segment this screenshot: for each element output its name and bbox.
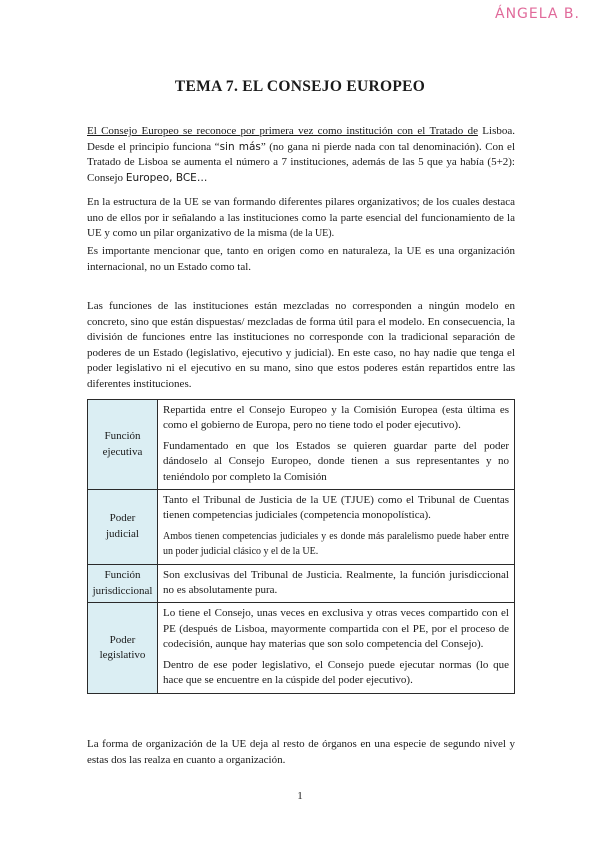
nature-paragraph: Es importante mencionar que, tanto en origen como en naturaleza, la UE es una organización internacional, no un Estado como tal. — [87, 245, 515, 273]
powers-table — [87, 399, 515, 694]
intro-text-a: Lisboa. Desde el principio funciona “ — [87, 125, 515, 153]
author-handwritten-name: ÁNGELA B. — [495, 6, 580, 22]
pillars-small-note: (de la UE). — [289, 228, 335, 240]
row-content-jurisdictional — [158, 564, 515, 603]
page-number: 1 — [297, 790, 303, 802]
table-row — [88, 400, 515, 490]
cell-paragraph: Tanto el Tribunal de Justicia de la UE (TJUE) como el Tribunal de Cuentas tienen competencias judiciales (competencia monopolística). — [163, 494, 509, 522]
table-row — [88, 564, 515, 603]
functions-paragraph: Las funciones de las instituciones están mezcladas no corresponden a ningún modelo en concreto, sino que están dispuestas/ mezcladas de forma útil para el modelo. En consecuencia, la división de funciones entre las instituciones no corresponde con la tradicional separación de poderes de un Estado (legislativo, ejecutivo y judicial). En este caso, no hay nadie que tenga el poder legislativo ni el ejecutivo en su mano, sino que estos poderes están repartidos entre las diferentes instituciones. — [87, 300, 515, 390]
closing-paragraph: La forma de organización de la UE deja al resto de órganos en una especie de segundo nivel y estas dos las realza en cuanto a organización. — [87, 738, 515, 766]
page-title: TEMA 7. EL CONSEJO EUROPEO — [174, 78, 426, 95]
intro-paragraph — [87, 124, 515, 186]
row-label-legislative: Poder legislativo — [88, 603, 158, 693]
row-content-legislative — [158, 603, 515, 693]
cell-paragraph: Fundamentado en que los Estados se quieren guardar parte del poder dándoselo al Consejo Europeo, donde tienen a sus representantes y no teniéndolo por completo la Comisión — [163, 439, 509, 483]
row-content-executive — [158, 400, 515, 490]
cell-paragraph: Repartida entre el Consejo Europeo y la Comisión Europea (esta última es como el gobierno de Europa, pero no tiene todo el poder ejecutivo). — [163, 404, 509, 432]
intro-handwritten-tail: Europeo, BCE… — [125, 171, 208, 184]
row-label-jurisdictional: Función jurisdiccional — [88, 564, 158, 603]
intro-text-b: ” (no gana ni pierde nada con tal denominación). Con el Tratado de Lisboa se aumenta el número a 7 instituciones, además de las 5 que ya había (5+2): Consejo — [87, 140, 516, 184]
cell-paragraph: Son exclusivas del Tribunal de Justicia. Realmente, la función jurisdiccional no es absolutamente pura. — [163, 568, 509, 597]
cell-paragraph: Ambos tienen competencias judiciales y es donde más paralelismo puede haber entre un poder judicial clásico y el de la UE. — [163, 530, 509, 558]
intro-underlined-text: El Consejo Europeo se reconoce por primera vez como institución con el Tratado de — [87, 125, 478, 137]
cell-paragraph: Dentro de ese poder legislativo, el Consejo puede ejecutar normas (lo que hace que se encuentre en la cúspide del poder ejecutivo). — [163, 658, 509, 687]
row-content-judicial — [158, 490, 515, 565]
pillars-paragraph — [87, 195, 515, 242]
cell-paragraph: Lo tiene el Consejo, unas veces en exclusiva y otras veces compartido con el PE (después de Lisboa, mayormente compartida con el PE, por el proceso de codecisión, aunque hay materias que son solo competencia del Consejo). — [163, 607, 509, 651]
row-label-executive: Función ejecutiva — [88, 400, 158, 490]
table-row — [88, 603, 515, 693]
table-row — [88, 490, 515, 565]
row-label-judicial: Poder judicial — [88, 490, 158, 565]
intro-sin-mas: sin más — [219, 140, 261, 153]
pillars-text: En la estructura de la UE se van formando diferentes pilares organizativos; de los cuales destaca uno de ellos por ir señalando a las instituciones como la parte esencial del funcionamiento de la UE y como un pilar organizativo de la misma — [87, 196, 515, 240]
